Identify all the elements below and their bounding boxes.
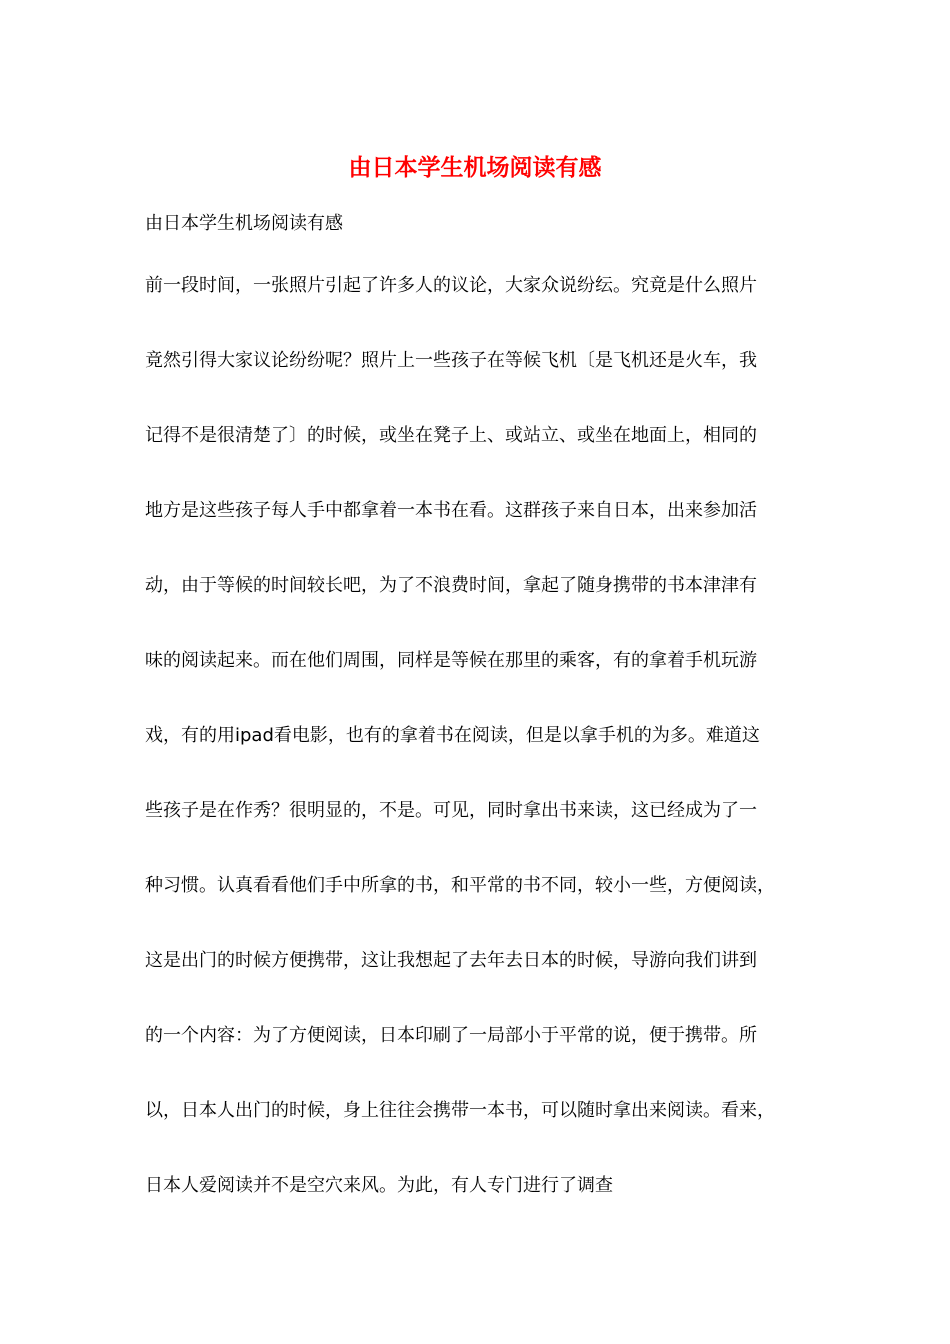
body-line: 的一个内容：为了方便阅读，日本印刷了一局部小于平常的说，便于携带。所 xyxy=(145,1025,757,1046)
body-line: 地方是这些孩子每人手中都拿着一本书在看。这群孩子来自日本，出来参加活 xyxy=(145,500,757,521)
body-line: 记得不是很清楚了〕的时候，或坐在凳子上、或站立、或坐在地面上，相同的 xyxy=(145,425,757,446)
body-line: 这是出门的时候方便携带，这让我想起了去年去日本的时候，导游向我们讲到 xyxy=(145,950,757,971)
document-subtitle: 由日本学生机场阅读有感 xyxy=(145,213,343,234)
body-line: 种习惯。认真看看他们手中所拿的书，和平常的书不同，较小一些，方便阅读， xyxy=(145,875,775,896)
body-line: 味的阅读起来。而在他们周围，同样是等候在那里的乘客，有的拿着手机玩游 xyxy=(145,650,757,671)
body-line: 前一段时间，一张照片引起了许多人的议论，大家众说纷纭。究竟是什么照片 xyxy=(145,275,757,296)
body-line: 动，由于等候的时间较长吧，为了不浪费时间，拿起了随身携带的书本津津有 xyxy=(145,575,757,596)
body-line: 些孩子是在作秀？很明显的，不是。可见，同时拿出书来读，这已经成为了一 xyxy=(145,800,757,821)
body-line: 竟然引得大家议论纷纷呢？照片上一些孩子在等候飞机〔是飞机还是火车，我 xyxy=(145,350,757,371)
body-line: 以，日本人出门的时候，身上往往会携带一本书，可以随时拿出来阅读。看来， xyxy=(145,1100,775,1121)
document-title: 由日本学生机场阅读有感 xyxy=(348,154,602,181)
body-line: 日本人爱阅读并不是空穴来风。为此，有人专门进行了调查 xyxy=(145,1175,613,1196)
body-text xyxy=(145,272,825,1247)
body-line: 戏，有的用ipad看电影，也有的拿着书在阅读，但是以拿手机的为多。难道这 xyxy=(145,725,760,746)
